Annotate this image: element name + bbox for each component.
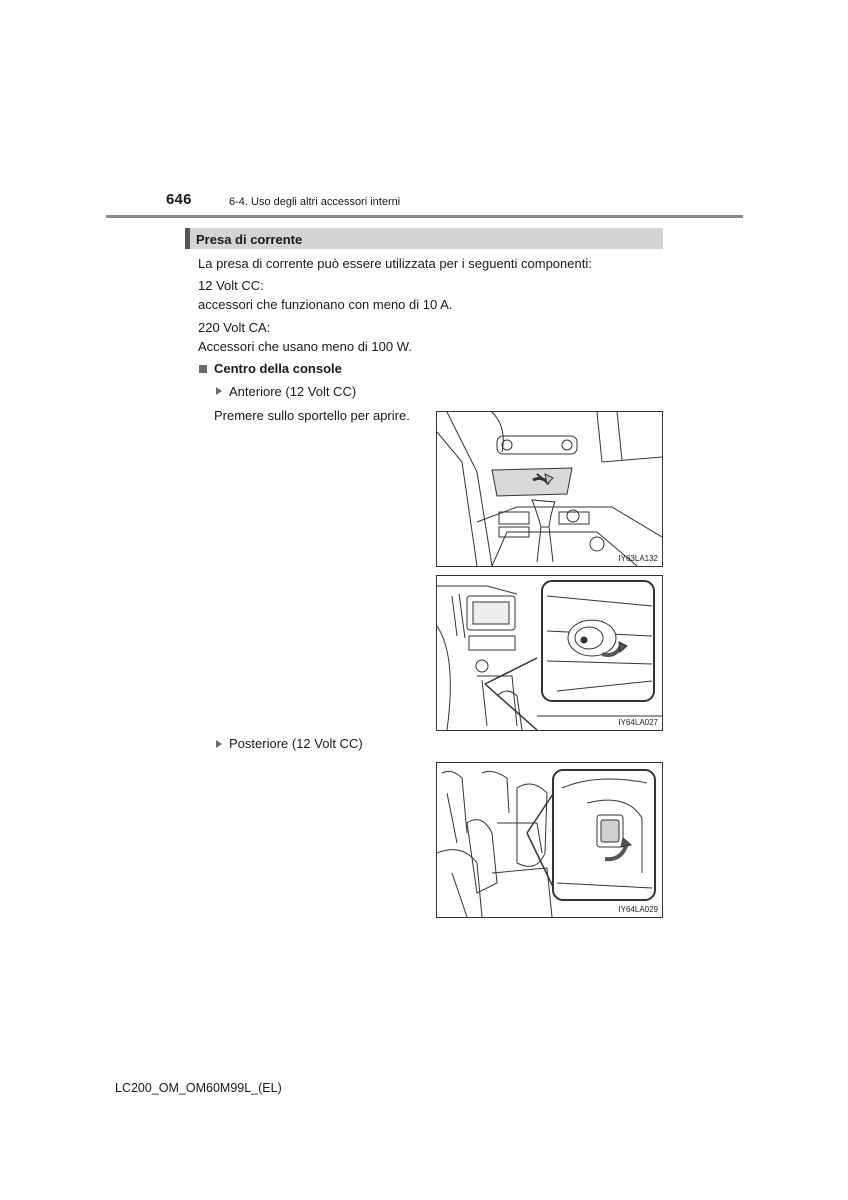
subsection-title: Centro della console [214,361,342,376]
dc-description: accessori che funzionano con meno di 10 A. [198,297,453,312]
triangle-bullet-icon [216,740,222,748]
intro-text: La presa di corrente può essere utilizzata per i seguenti componenti: [198,256,592,271]
dc-label: 12 Volt CC: [198,278,264,293]
page-number: 646 [166,191,192,208]
front-outlet-label: Anteriore (12 Volt CC) [229,384,357,399]
front-outlet-closeup-illustration [436,575,663,731]
square-bullet-icon [199,365,207,373]
triangle-bullet-icon [216,387,222,395]
front-console-illustration [436,411,663,567]
rear-outlet-illustration [436,762,663,918]
running-header: 6-4. Uso degli altri accessori interni [229,196,401,208]
figure-code: IY64LA027 [618,718,658,727]
section-title: Presa di corrente [196,232,303,247]
figure-code: IY63LA132 [618,554,658,563]
header-divider [106,215,743,218]
rear-outlet-label: Posteriore (12 Volt CC) [229,736,363,751]
figure-code: IY64LA029 [618,905,658,914]
front-instruction: Premere sullo sportello per aprire. [214,408,410,423]
document-code: LC200_OM_OM60M99L_(EL) [115,1081,282,1095]
ac-label: 220 Volt CA: [198,320,271,335]
ac-description: Accessori che usano meno di 100 W. [198,339,412,354]
